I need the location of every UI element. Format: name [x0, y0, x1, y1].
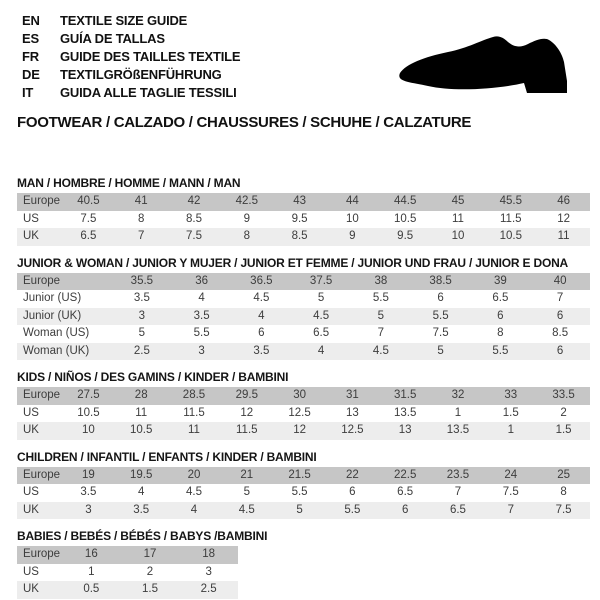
table-row [17, 581, 238, 599]
size-value-cell: 1 [432, 405, 485, 423]
size-value-cell: 9 [326, 228, 379, 246]
size-value-cell: 39 [471, 273, 531, 291]
size-value-cell: 6 [471, 308, 531, 326]
size-value-cell: 3.5 [62, 484, 115, 502]
size-value-cell: 11 [432, 211, 485, 229]
size-value-cell: 12 [537, 211, 590, 229]
size-value-cell: 1.5 [537, 422, 590, 440]
size-value-cell: 0.5 [62, 581, 121, 599]
size-table-title: CHILDREN / INFANTIL / ENFANTS / KINDER / BAMBINI [17, 449, 317, 464]
table-row [17, 546, 238, 564]
size-value-cell: 9.5 [273, 211, 326, 229]
size-value-cell: 11 [115, 405, 168, 423]
size-value-cell: 38.5 [411, 273, 471, 291]
size-value-cell: 11.5 [484, 211, 537, 229]
size-table-title: BABIES / BEBÉS / BÉBÉS / BABYS /BAMBINI [17, 529, 268, 543]
size-value-cell: 8 [471, 325, 531, 343]
size-value-cell: 31 [326, 387, 379, 405]
row-label-cell: Europe [17, 387, 62, 405]
size-value-cell: 35.5 [112, 273, 172, 291]
row-label-cell: Junior (UK) [17, 308, 112, 326]
row-label-cell: US [17, 405, 62, 423]
size-value-cell: 33 [484, 387, 537, 405]
table-row [17, 467, 590, 485]
size-value-cell: 28.5 [168, 387, 221, 405]
size-value-cell: 37.5 [291, 273, 351, 291]
size-value-cell: 7 [432, 484, 485, 502]
size-value-cell: 46 [537, 193, 590, 211]
size-value-cell: 44 [326, 193, 379, 211]
row-label-cell: Europe [17, 193, 62, 211]
size-value-cell: 6.5 [291, 325, 351, 343]
table-row [17, 484, 590, 502]
size-value-cell: 12.5 [273, 405, 326, 423]
row-label-cell: UK [17, 422, 62, 440]
size-value-cell: 41 [115, 193, 168, 211]
row-label-cell: Europe [17, 546, 62, 564]
size-value-cell: 3 [112, 308, 172, 326]
size-value-cell: 2.5 [179, 581, 238, 599]
size-value-cell: 29.5 [220, 387, 273, 405]
size-value-cell: 5 [112, 325, 172, 343]
size-value-cell: 44.5 [379, 193, 432, 211]
language-label: GUIDA ALLE TAGLIE TESSILI [60, 85, 237, 100]
size-value-cell: 6 [530, 343, 590, 361]
category-header: FOOTWEAR / CALZADO / CHAUSSURES / SCHUHE / CALZATURE [17, 114, 472, 131]
size-value-cell: 8.5 [168, 211, 221, 229]
size-table [17, 467, 590, 520]
size-value-cell: 40 [530, 273, 590, 291]
size-value-cell: 5 [273, 502, 326, 520]
language-code: FR [22, 49, 39, 64]
language-code: ES [22, 31, 39, 46]
size-value-cell: 9 [220, 211, 273, 229]
size-value-cell: 42 [168, 193, 221, 211]
language-item [22, 12, 590, 30]
size-table-section [17, 371, 590, 440]
size-value-cell: 40.5 [62, 193, 115, 211]
size-value-cell: 11.5 [168, 405, 221, 423]
size-value-cell: 6 [232, 325, 292, 343]
language-label: TEXTILGRÖßENFÜHRUNG [60, 67, 222, 82]
size-value-cell: 1.5 [484, 405, 537, 423]
size-value-cell: 7 [351, 325, 411, 343]
size-value-cell: 3.5 [172, 308, 232, 326]
size-value-cell: 30 [273, 387, 326, 405]
size-value-cell: 13.5 [432, 422, 485, 440]
language-code: DE [22, 67, 40, 82]
size-value-cell: 3.5 [232, 343, 292, 361]
row-label-cell: US [17, 211, 62, 229]
size-value-cell: 28 [115, 387, 168, 405]
size-value-cell: 23.5 [432, 467, 485, 485]
table-row [17, 564, 238, 582]
size-value-cell: 7 [530, 290, 590, 308]
row-label-cell: UK [17, 502, 62, 520]
size-value-cell: 3 [62, 502, 115, 520]
size-value-cell: 1.5 [121, 581, 180, 599]
size-value-cell: 12 [220, 405, 273, 423]
size-value-cell: 13 [379, 422, 432, 440]
size-value-cell: 4.5 [351, 343, 411, 361]
size-value-cell: 21.5 [273, 467, 326, 485]
size-value-cell: 27.5 [62, 387, 115, 405]
size-table-section [17, 257, 590, 361]
size-value-cell: 5.5 [273, 484, 326, 502]
table-row [17, 325, 590, 343]
size-value-cell: 21 [220, 467, 273, 485]
size-value-cell: 5.5 [411, 308, 471, 326]
size-value-cell: 8 [115, 211, 168, 229]
size-value-cell: 7.5 [537, 502, 590, 520]
size-table [17, 273, 590, 361]
language-code: IT [22, 85, 34, 100]
table-row [17, 405, 590, 423]
size-value-cell: 45 [432, 193, 485, 211]
table-row [17, 387, 590, 405]
size-table [17, 387, 590, 440]
size-value-cell: 6.5 [432, 502, 485, 520]
table-row [17, 290, 590, 308]
size-value-cell: 4.5 [220, 502, 273, 520]
row-label-cell: Europe [17, 467, 62, 485]
table-row [17, 273, 590, 291]
size-value-cell: 6.5 [62, 228, 115, 246]
table-row [17, 502, 590, 520]
size-value-cell: 22.5 [379, 467, 432, 485]
size-table-title: MAN / HOMBRE / HOMME / MANN / MAN [17, 176, 241, 190]
size-value-cell: 31.5 [379, 387, 432, 405]
size-value-cell: 17 [121, 546, 180, 564]
size-value-cell: 19 [62, 467, 115, 485]
size-value-cell: 19.5 [115, 467, 168, 485]
size-value-cell: 13.5 [379, 405, 432, 423]
size-value-cell: 11.5 [220, 422, 273, 440]
size-value-cell: 22 [326, 467, 379, 485]
size-value-cell: 9.5 [379, 228, 432, 246]
size-value-cell: 12 [273, 422, 326, 440]
size-value-cell: 7.5 [411, 325, 471, 343]
size-value-cell: 33.5 [537, 387, 590, 405]
size-value-cell: 5 [351, 308, 411, 326]
size-value-cell: 3.5 [112, 290, 172, 308]
size-value-cell: 24 [484, 467, 537, 485]
size-value-cell: 42.5 [220, 193, 273, 211]
size-value-cell: 6 [379, 502, 432, 520]
size-value-cell: 3 [179, 564, 238, 582]
size-value-cell: 4 [232, 308, 292, 326]
size-value-cell: 10 [432, 228, 485, 246]
size-value-cell: 7.5 [62, 211, 115, 229]
size-value-cell: 6 [411, 290, 471, 308]
size-value-cell: 11 [537, 228, 590, 246]
row-label-cell: Junior (US) [17, 290, 112, 308]
size-value-cell: 4.5 [291, 308, 351, 326]
size-value-cell: 2.5 [112, 343, 172, 361]
size-value-cell: 45.5 [484, 193, 537, 211]
table-row [17, 308, 590, 326]
size-tables [17, 177, 590, 599]
size-value-cell: 12.5 [326, 422, 379, 440]
size-value-cell: 5 [220, 484, 273, 502]
row-label-cell: UK [17, 228, 62, 246]
size-value-cell: 10.5 [484, 228, 537, 246]
size-value-cell: 2 [537, 405, 590, 423]
size-table [17, 546, 238, 599]
size-table [17, 193, 590, 246]
size-value-cell: 4 [291, 343, 351, 361]
size-value-cell: 13 [326, 405, 379, 423]
language-label: TEXTILE SIZE GUIDE [60, 13, 188, 28]
size-value-cell: 5 [291, 290, 351, 308]
language-code: EN [22, 13, 40, 28]
size-value-cell: 18 [179, 546, 238, 564]
size-value-cell: 10 [62, 422, 115, 440]
size-value-cell: 4.5 [168, 484, 221, 502]
size-value-cell: 10 [326, 211, 379, 229]
size-value-cell: 6 [530, 308, 590, 326]
size-value-cell: 7 [115, 228, 168, 246]
language-label: GUÍA DE TALLAS [60, 31, 165, 46]
size-value-cell: 8 [220, 228, 273, 246]
size-value-cell: 7.5 [484, 484, 537, 502]
size-table-section [17, 451, 590, 520]
size-value-cell: 10.5 [379, 211, 432, 229]
size-table-section [17, 530, 590, 599]
row-label-cell: Woman (UK) [17, 343, 112, 361]
size-value-cell: 20 [168, 467, 221, 485]
size-value-cell: 5.5 [351, 290, 411, 308]
table-row [17, 422, 590, 440]
size-value-cell: 16 [62, 546, 121, 564]
size-table-title: JUNIOR & WOMAN / JUNIOR Y MUJER / JUNIOR ET FEMME / JUNIOR UND FRAU / JUNIOR E DONA [17, 255, 569, 270]
table-row [17, 343, 590, 361]
size-value-cell: 8.5 [273, 228, 326, 246]
size-value-cell: 32 [432, 387, 485, 405]
size-value-cell: 3.5 [115, 502, 168, 520]
size-value-cell: 36 [172, 273, 232, 291]
shoe-icon [396, 36, 572, 95]
table-row [17, 193, 590, 211]
size-value-cell: 2 [121, 564, 180, 582]
table-row [17, 228, 590, 246]
size-value-cell: 43 [273, 193, 326, 211]
size-value-cell: 10.5 [115, 422, 168, 440]
size-value-cell: 4 [115, 484, 168, 502]
row-label-cell: UK [17, 581, 62, 599]
size-value-cell: 6.5 [471, 290, 531, 308]
size-value-cell: 6.5 [379, 484, 432, 502]
size-value-cell: 5.5 [471, 343, 531, 361]
row-label-cell: Woman (US) [17, 325, 112, 343]
row-label-cell: US [17, 564, 62, 582]
size-value-cell: 8 [537, 484, 590, 502]
row-label-cell: Europe [17, 273, 112, 291]
language-label: GUIDE DES TAILLES TEXTILE [60, 49, 241, 64]
size-table-section [17, 177, 590, 246]
table-row [17, 211, 590, 229]
size-value-cell: 38 [351, 273, 411, 291]
size-value-cell: 6 [326, 484, 379, 502]
size-value-cell: 8.5 [530, 325, 590, 343]
size-value-cell: 5 [411, 343, 471, 361]
size-value-cell: 5.5 [172, 325, 232, 343]
size-value-cell: 1 [62, 564, 121, 582]
size-value-cell: 4.5 [232, 290, 292, 308]
row-label-cell: US [17, 484, 62, 502]
size-value-cell: 10.5 [62, 405, 115, 423]
size-value-cell: 7.5 [168, 228, 221, 246]
size-value-cell: 3 [172, 343, 232, 361]
size-value-cell: 1 [484, 422, 537, 440]
size-value-cell: 5.5 [326, 502, 379, 520]
size-value-cell: 11 [168, 422, 221, 440]
size-value-cell: 36.5 [232, 273, 292, 291]
size-value-cell: 25 [537, 467, 590, 485]
size-value-cell: 4 [168, 502, 221, 520]
size-value-cell: 4 [172, 290, 232, 308]
size-table-title: KIDS / NIÑOS / DES GAMINS / KINDER / BAMBINI [17, 370, 289, 384]
size-value-cell: 7 [484, 502, 537, 520]
